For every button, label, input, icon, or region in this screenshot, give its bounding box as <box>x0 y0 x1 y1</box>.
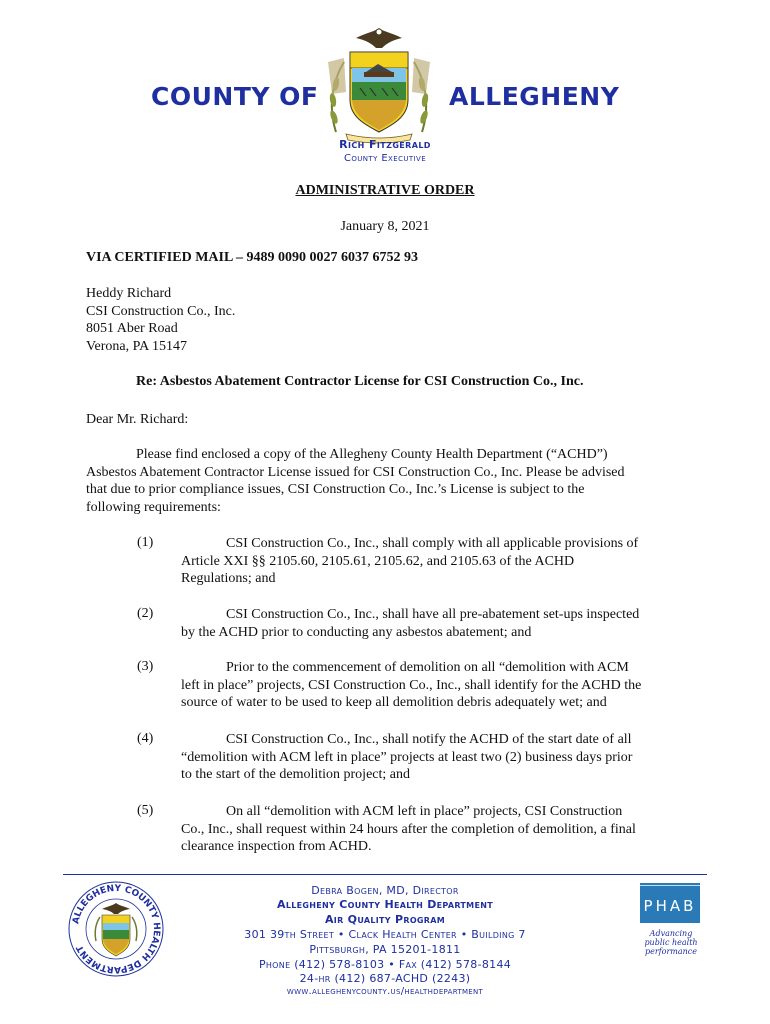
allegheny-heading: ALLEGHENY <box>449 82 620 111</box>
recipient-address <box>86 285 235 355</box>
requirement-line: source of water to be used to keep all demolition debris adequately wet; and <box>181 695 607 710</box>
requirement-line: CSI Construction Co., Inc., shall comply with all applicable provisions of <box>226 536 639 551</box>
phab-logo-mark <box>640 883 700 923</box>
requirement-number: (5) <box>137 803 154 818</box>
seal-ring-text: ALLEGHENY COUNTY HEALTH DEPARTMENT <box>71 883 162 975</box>
footer-address-line-1: 301 39th Street • Clack Health Center • Building 7 <box>244 928 526 941</box>
phab-logo <box>640 883 702 956</box>
address-line: Heddy Richard <box>86 286 172 301</box>
executive-name: Rich Fitzgerald <box>339 138 431 151</box>
footer-divider <box>63 874 707 875</box>
requirement-number: (3) <box>137 659 154 674</box>
requirement-text <box>181 606 639 641</box>
document-date: January 8, 2021 <box>340 219 430 234</box>
requirement-line: Regulations; and <box>181 571 276 586</box>
footer-website[interactable]: www.alleghenycounty.us/healthdepartment <box>286 986 484 997</box>
requirement-text <box>181 535 638 588</box>
subject-line: Re: Asbestos Abatement Contractor License for CSI Construction Co., Inc. <box>136 374 584 389</box>
requirement-text <box>181 803 636 856</box>
document-title: ADMINISTRATIVE ORDER <box>295 183 475 198</box>
footer-address-line-2: Pittsburgh, PA 15201-1811 <box>309 943 461 956</box>
paragraph-line: following requirements: <box>86 500 221 516</box>
footer-phone: Phone (412) 578-8103 • Fax (412) 578-8144 <box>258 958 512 971</box>
requirement-line: to the start of the demolition project; and <box>181 767 410 782</box>
paragraph-line: Please find enclosed a copy of the Allegheny County Health Department (“ACHD”) <box>136 447 608 462</box>
phab-logo-text: PHAB <box>643 897 697 915</box>
requirement-number: (4) <box>137 731 154 746</box>
requirement-line: clearance inspection from ACHD. <box>181 839 372 854</box>
requirement-number: (1) <box>137 535 154 550</box>
footer-department: Allegheny County Health Department <box>277 898 493 911</box>
county-of-heading: COUNTY OF <box>151 82 319 111</box>
executive-title: County Executive <box>343 153 427 164</box>
requirement-text <box>181 731 632 784</box>
requirement-line: Article XXI §§ 2105.60, 2105.61, 2105.62, and 2105.63 of the ACHD <box>181 553 575 569</box>
footer-program: Air Quality Program <box>324 913 446 926</box>
county-seal-icon <box>318 22 440 144</box>
requirement-line: On all “demolition with ACM left in place” projects, CSI Construction <box>226 804 623 819</box>
requirement-line: Prior to the commencement of demolition on all “demolition with ACM <box>226 660 629 675</box>
salutation: Dear Mr. Richard: <box>86 412 189 427</box>
phab-tagline <box>640 929 702 956</box>
certified-mail-line: VIA CERTIFIED MAIL – 9489 0090 0027 6037 6752 93 <box>86 250 419 265</box>
requirement-line: by the ACHD prior to conducting any asbestos abatement; and <box>181 624 532 640</box>
requirement-line: “demolition with ACM left in place” projects at least two (2) business days prior <box>181 749 633 765</box>
phab-tagline-line: Advancing <box>649 929 693 938</box>
phab-tagline-line: performance <box>644 947 697 956</box>
paragraph-line: that due to prior compliance issues, CSI Construction Co., Inc.’s License is subject to the <box>86 482 585 498</box>
address-line: Verona, PA 15147 <box>86 338 187 354</box>
requirement-line: Co., Inc., shall request within 24 hours after the completion of demolition, a final <box>181 821 636 837</box>
health-department-seal-icon <box>66 879 166 979</box>
requirement-line: left in place” projects, CSI Construction Co., Inc., shall identify for the ACHD the <box>181 677 642 693</box>
address-line: 8051 Aber Road <box>86 321 178 336</box>
requirement-line: CSI Construction Co., Inc., shall have all pre-abatement set-ups inspected <box>226 607 640 622</box>
phab-tagline-line: public health <box>644 938 698 947</box>
paragraph-line: Asbestos Abatement Contractor License issued for CSI Construction Co., Inc. Please be advised <box>86 464 625 480</box>
footer-director: Debra Bogen, MD, Director <box>311 884 459 897</box>
footer-hotline: 24-hr (412) 687-ACHD (2243) <box>299 972 471 985</box>
intro-paragraph <box>86 446 625 517</box>
requirement-text <box>181 659 641 712</box>
requirement-line: CSI Construction Co., Inc., shall notify the ACHD of the start date of all <box>226 732 632 747</box>
address-line: CSI Construction Co., Inc. <box>86 303 236 319</box>
requirement-number: (2) <box>137 606 154 621</box>
